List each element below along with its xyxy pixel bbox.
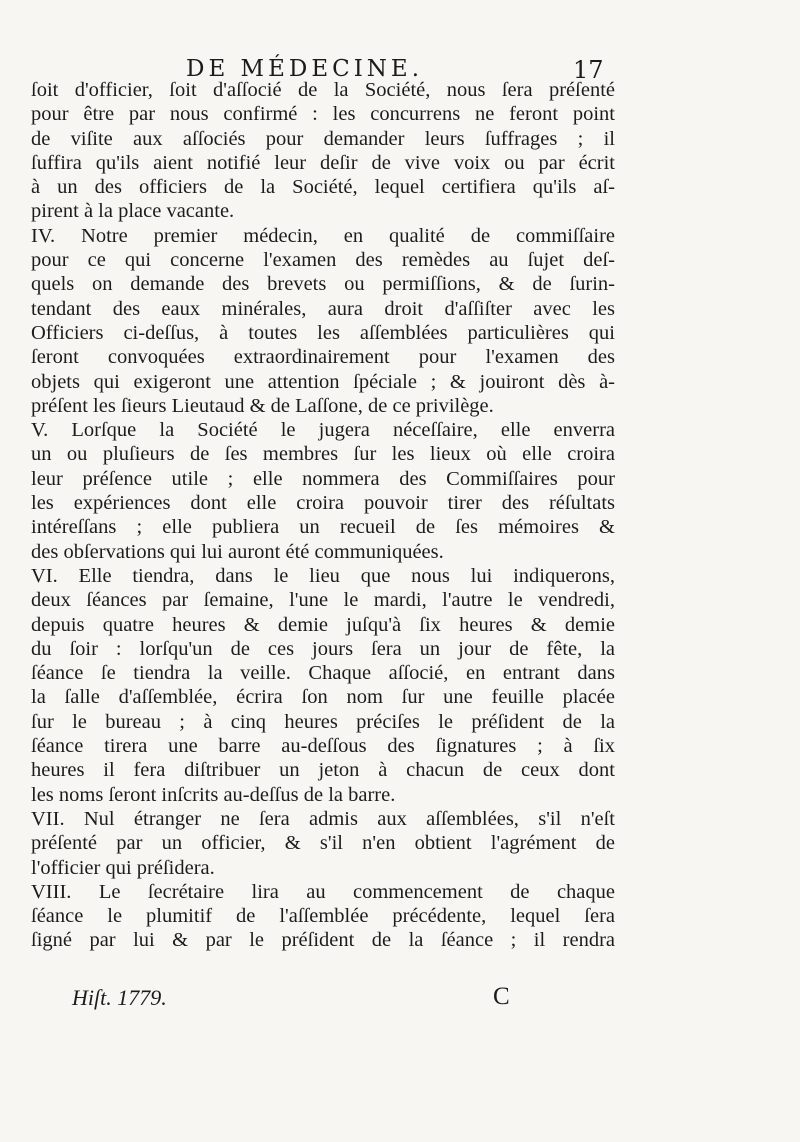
article-vi-start: VI. Elle tiendra, dans le lieu que nous lui indiquerons, — [31, 564, 615, 587]
text-line: Officiers ci-deſſus, à toutes les aſſemblées particulières qui — [31, 321, 615, 344]
body-text — [31, 78, 615, 953]
text-line: quels on demande des brevets ou permiſſions, & de ſurin- — [31, 273, 615, 296]
text-line: ſéance le plumitif de l'aſſemblée précédente, lequel ſera — [31, 905, 615, 928]
text-line: ſur le bureau ; à cinq heures préciſes le préſident de la — [31, 710, 615, 733]
text-line: la ſalle d'aſſemblée, écrira ſon nom ſur une feuille placée — [31, 686, 615, 709]
text-line: pour ce qui concerne l'examen des remèdes au ſujet deſ- — [31, 249, 615, 272]
article-viii-start: VIII. Le ſecrétaire lira au commencement de chaque — [31, 880, 615, 903]
text-line: deux ſéances par ſemaine, l'une le mardi, l'autre le vendredi, — [31, 589, 615, 612]
text-line: pour être par nous confirmé : les concurrens ne feront point — [31, 103, 615, 126]
text-line: objets qui exigeront une attention ſpéciale ; & jouiront dès à- — [31, 370, 615, 393]
text-line: heures il fera diſtribuer un jeton à chacun de ceux dont — [31, 759, 615, 782]
signature-mark: Hiſt. 1779. — [72, 985, 167, 1010]
text-line: depuis quatre heures & demie juſqu'à ſix heures & demie — [31, 613, 615, 636]
article-vii-start: VII. Nul étranger ne ſera admis aux aſſemblées, s'il n'eſt — [31, 807, 615, 830]
article-v-start: V. Lorſque la Société le jugera néceſſaire, elle enverra — [31, 419, 615, 442]
text-line: ſeront convoquées extraordinairement pour l'examen des — [31, 346, 615, 369]
text-line: de viſite aux aſſociés pour demander leurs ſuffrages ; il — [31, 127, 615, 150]
sheet-mark: C — [493, 983, 510, 1010]
text-line: l'officier qui préſidera. — [31, 856, 215, 879]
text-line: les expériences dont elle croira pouvoir tirer des réſultats — [31, 492, 615, 515]
text-line: ſéance tirera une barre au-deſſous des ſignatures ; à ſix — [31, 735, 615, 758]
text-line: un ou pluſieurs de ſes membres ſur les lieux où elle croira — [31, 443, 615, 466]
text-line: ſoit d'officier, ſoit d'aſſocié de la Société, nous ſera préſenté — [31, 79, 615, 101]
text-line: du ſoir : lorſqu'un de ces jours ſera un jour de fête, la — [31, 637, 615, 660]
text-line: les noms ſeront inſcrits au-deſſus de la barre. — [31, 783, 396, 806]
text-line: ſéance ſe tiendra la veille. Chaque aſſocié, en entrant dans — [31, 662, 615, 685]
text-line: préſent les ſieurs Lieutaud & de Laſſone, de ce privilège. — [31, 394, 494, 417]
running-title: DE MÉDECINE. — [186, 56, 424, 82]
text-line: leur préſence utile ; elle nommera des Commiſſaires pour — [31, 467, 615, 490]
text-line: ſigné par lui & par le préſident de la ſéance ; il rendra — [31, 929, 615, 952]
text-line: des obſervations qui lui auront été communiquées. — [31, 540, 444, 563]
article-iv-start: IV. Notre premier médecin, en qualité de commiſſaire — [31, 224, 615, 247]
text-line: ſuffira qu'ils aient notifié leur deſir de vive voix ou par écrit — [31, 151, 615, 174]
page-number: 17 — [573, 56, 604, 84]
text-line: préſenté par un officier, & s'il n'en obtient l'agrément de — [31, 832, 615, 855]
text-line: pirent à la place vacante. — [31, 200, 235, 223]
text-line: intéreſſans ; elle publiera un recueil de ſes mémoires & — [31, 516, 615, 539]
text-line: à un des officiers de la Société, lequel certifiera qu'ils aſ- — [31, 176, 615, 199]
text-line: tendant des eaux minérales, aura droit d'aſſiſter avec les — [31, 297, 615, 320]
